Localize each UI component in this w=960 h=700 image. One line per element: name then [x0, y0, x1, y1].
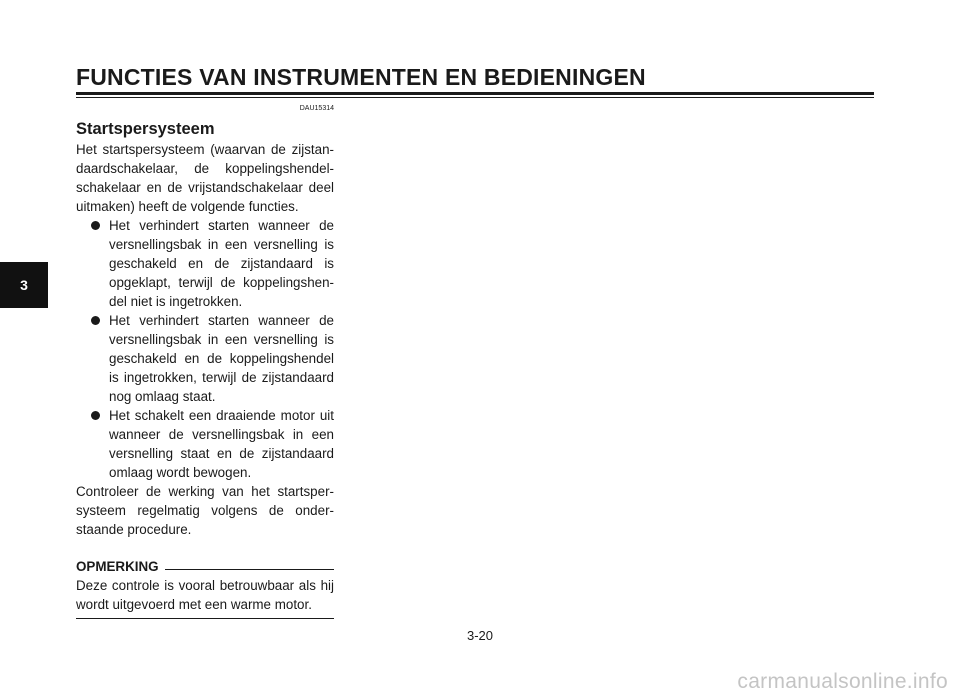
- header-rule-thin: [76, 97, 874, 98]
- note-heading-label: OPMERKING: [76, 559, 159, 574]
- bullet-icon: [91, 316, 100, 325]
- bullet-icon: [91, 221, 100, 230]
- note-heading: [76, 557, 334, 576]
- list-item: [76, 311, 334, 406]
- note-end-rule: [76, 618, 334, 619]
- section-title: Startspersysteem: [76, 120, 215, 138]
- function-list: [76, 216, 334, 482]
- list-item-text: Het schakelt een draaiende motor uit wanneer de versnellingsbak in een versnelling staat en de zijstandaard omlaag wordt bewogen.: [109, 408, 334, 480]
- section-code: DAU15314: [299, 105, 334, 112]
- list-item-text: Het verhindert starten wanneer de versnellingsbak in een versnelling is geschakeld en de koppelingshendel is ingetrokken, terwijl de zijstandaard nog omlaag staat.: [109, 313, 334, 404]
- header-rule: [76, 92, 874, 95]
- note-heading-rule: [165, 569, 334, 570]
- content-column: [76, 104, 334, 619]
- intro-paragraph: Het startspersysteem (waarvan de zijstan- daardschakelaar, de koppelingshendel- schakelaar en de vrijstandschakelaar deel uitmaken) heeft de volgende functies.: [76, 142, 334, 214]
- page-number: 3-20: [466, 628, 494, 643]
- closing-paragraph: Controleer de werking van het startsper- systeem regelmatig volgens de onder- staande procedure.: [76, 484, 334, 537]
- bullet-icon: [91, 411, 100, 420]
- watermark[interactable]: carmanualsonline.info: [737, 670, 948, 693]
- note-text: Deze controle is vooral betrouwbaar als hij wordt uitgevoerd met een warme motor.: [76, 578, 334, 612]
- list-item: [76, 406, 334, 482]
- list-item: [76, 216, 334, 311]
- page-header-title: FUNCTIES VAN INSTRUMENTEN EN BEDIENINGEN: [76, 64, 646, 90]
- chapter-tab: 3: [0, 262, 48, 308]
- list-item-text: Het verhindert starten wanneer de versnellingsbak in een versnelling is geschakeld en de zijstandaard is opgeklapt, terwijl de koppelingshen- del niet is ingetrokken.: [109, 218, 334, 309]
